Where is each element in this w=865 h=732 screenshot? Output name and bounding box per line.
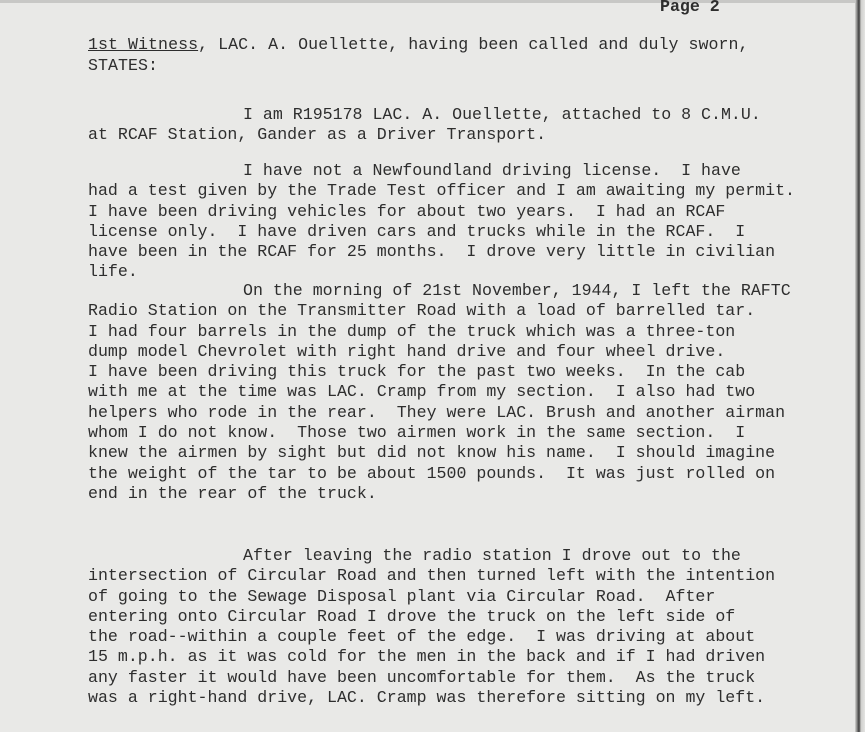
text-line: any faster it would have been uncomfortable for them. As the truck (88, 667, 756, 687)
text-line: was a right-hand drive, LAC. Cramp was therefore sitting on my left. (88, 688, 766, 708)
text-line: with me at the time was LAC. Cramp from my section. I also had two (88, 382, 756, 402)
text-line: had a test given by the Trade Test officer and I am awaiting my permit. (88, 181, 796, 201)
paragraph-3 (88, 281, 791, 504)
paragraph-1 (88, 105, 761, 146)
text-line: life. (88, 262, 138, 282)
text-line: have been in the RCAF for 25 months. I drove very little in civilian (88, 242, 776, 262)
text-line: I am R195178 LAC. A. Ouellette, attached to 8 C.M.U. (243, 105, 761, 124)
text-line: After leaving the radio station I drove out to the (243, 546, 741, 565)
text-line: license only. I have driven cars and trucks while in the RCAF. I (88, 221, 746, 241)
witness-label: 1st Witness (88, 35, 199, 54)
text-line: helpers who rode in the rear. They were LAC. Brush and another airman (88, 402, 786, 422)
text-line: knew the airmen by sight but did not know his name. I should imagine (88, 443, 776, 463)
text-line: end in the rear of the truck. (88, 483, 377, 503)
text-line: the road--within a couple feet of the edge. I was driving at about (88, 627, 756, 647)
scan-page-edge (855, 0, 865, 732)
text-line: I have been driving this truck for the past two weeks. In the cab (88, 362, 746, 382)
states-label: STATES: (88, 56, 159, 75)
scan-top-edge (0, 0, 865, 3)
page-number: Page 2 (660, 0, 720, 16)
text-line: Radio Station on the Transmitter Road with a load of barrelled tar. (88, 301, 756, 321)
text-line: whom I do not know. Those two airmen work in the same section. I (88, 423, 746, 443)
text-line: I had four barrels in the dump of the truck which was a three-ton (88, 321, 736, 341)
paragraph-4 (88, 546, 775, 708)
text-line: intersection of Circular Road and then turned left with the intention (88, 566, 776, 586)
witness-heading (88, 35, 749, 55)
text-line: of going to the Sewage Disposal plant via Circular Road. After (88, 586, 716, 606)
text-line: dump model Chevrolet with right hand drive and four wheel drive. (88, 341, 726, 361)
paragraph-2 (88, 161, 795, 283)
witness-intro: , LAC. A. Ouellette, having been called and duly sworn, (198, 35, 749, 54)
text-line: at RCAF Station, Gander as a Driver Transport. (88, 125, 547, 145)
text-line: entering onto Circular Road I drove the truck on the left side of (88, 606, 736, 626)
text-line: I have not a Newfoundland driving license. I have (243, 161, 741, 180)
text-line: I have been driving vehicles for about two years. I had an RCAF (88, 201, 726, 221)
text-line: 15 m.p.h. as it was cold for the men in the back and if I had driven (88, 647, 766, 667)
text-line: the weight of the tar to be about 1500 pounds. It was just rolled on (88, 463, 776, 483)
text-line: On the morning of 21st November, 1944, I left the RAFTC (243, 281, 791, 300)
